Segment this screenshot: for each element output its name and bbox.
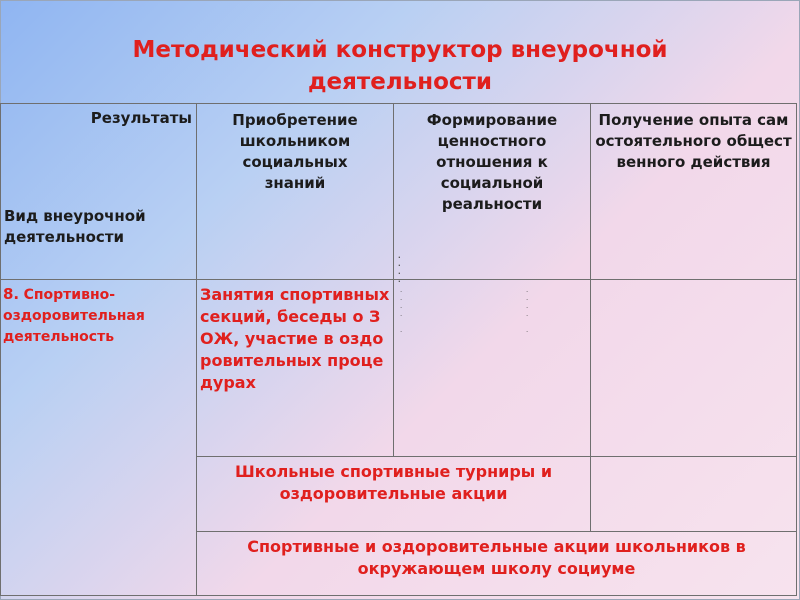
level-2-right-empty-cell [591, 457, 797, 532]
level-3-content [197, 532, 797, 596]
activity-row [1, 280, 797, 457]
table-header-row [1, 104, 797, 280]
header-level-1-text: Приобретение школьником социальных знаний [232, 111, 358, 192]
level-1-text: Занятия спортивных секций, беседы о ЗОЖ, участие в оздоровительных процедурах [200, 285, 390, 392]
constructor-table [0, 103, 797, 596]
header-level-3 [591, 104, 797, 280]
level-2-content [197, 457, 591, 532]
activity-number: 8. [3, 285, 20, 303]
dots-marker: · · · · · [400, 288, 403, 336]
corner-kind-label: Вид внеурочной деятельности [4, 207, 146, 246]
header-level-2-text: Формирование ценностного отношения к социальной реальности [426, 111, 558, 213]
dots-marker: · · · · [398, 254, 401, 286]
level-3-empty-cell [591, 280, 797, 457]
activity-cell [1, 280, 197, 596]
header-level-3-text: Получение опыта самостоятельного общественного действия [595, 111, 792, 171]
slide-title [0, 34, 800, 98]
level-2-empty-cell [394, 280, 591, 457]
header-level-2 [394, 104, 591, 286]
activity-name: Спортивно-оздоровительная деятельность [3, 287, 145, 345]
dots-marker: · · · · · [526, 288, 529, 336]
level-2-text: Школьные спортивные турниры и оздоровительные акции [234, 462, 553, 503]
header-level-1 [197, 104, 394, 280]
level-3-text: Спортивные и оздоровительные акции школьников в окружающем школу социуме [247, 537, 746, 578]
corner-cell [1, 104, 197, 280]
corner-results-label: Результаты [90, 109, 192, 127]
slide-title-text: Методический конструктор внеурочной деятельности [132, 37, 668, 95]
level-1-content [197, 280, 394, 457]
